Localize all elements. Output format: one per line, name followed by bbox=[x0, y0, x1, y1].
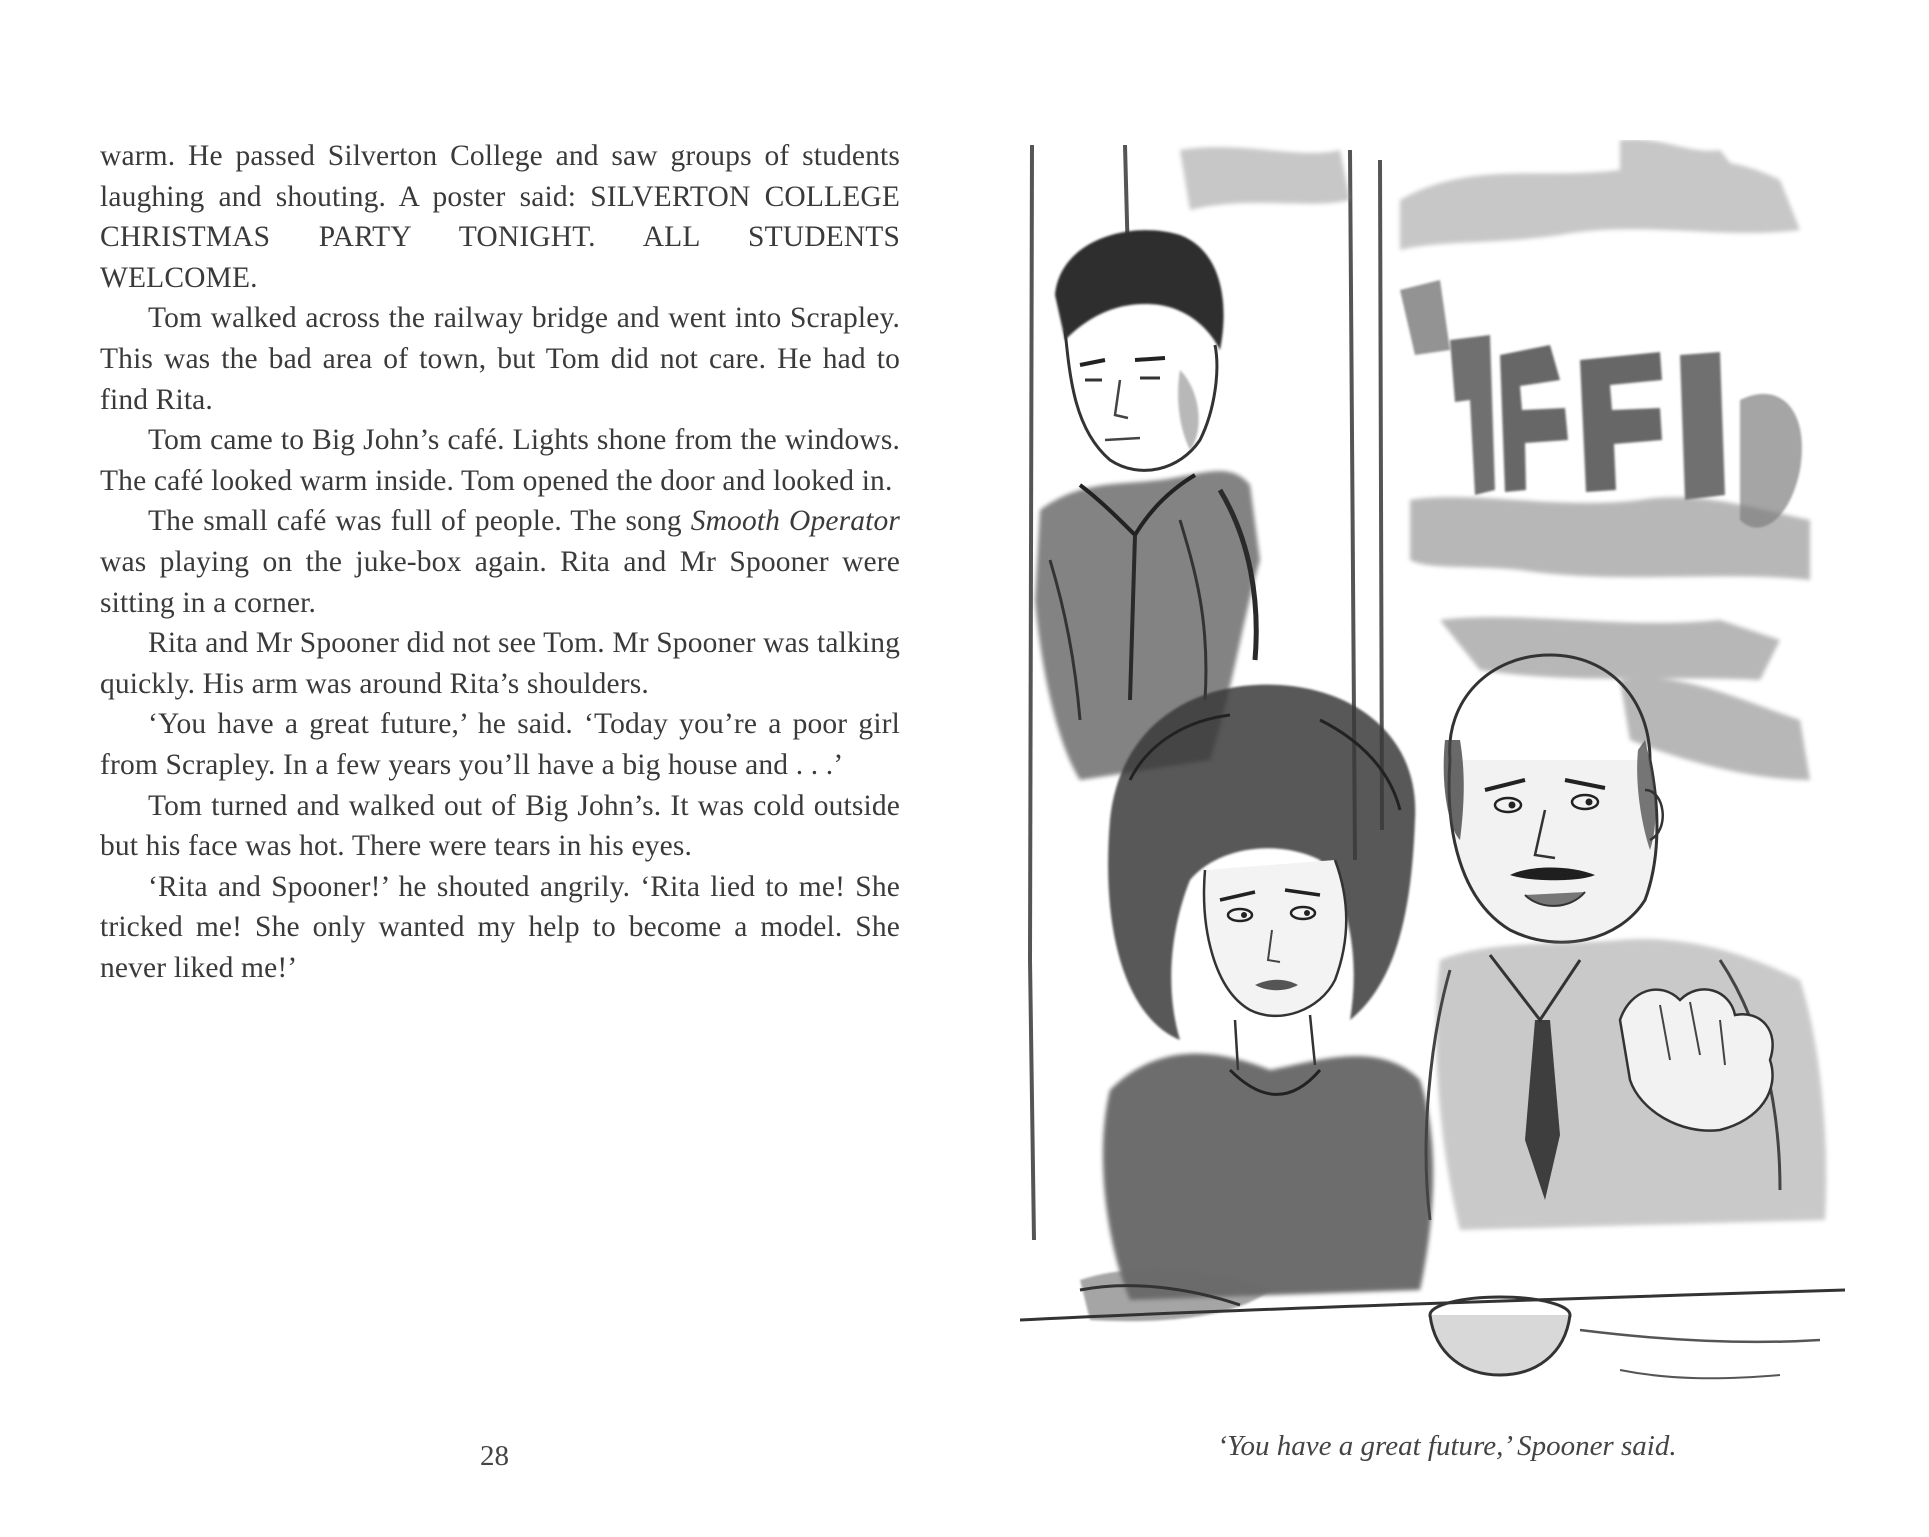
song-title: Smooth Operator bbox=[690, 505, 900, 538]
paragraph-6: ‘You have a great future,’ he said. ‘Today you’re a poor girl from Scrapley. In a few years you’ll have a big house and . . .’ bbox=[100, 708, 900, 781]
page-number: 28 bbox=[480, 1440, 509, 1472]
body-text bbox=[100, 136, 900, 988]
window-sign bbox=[1400, 280, 1802, 528]
background-wash bbox=[1180, 140, 1800, 250]
paragraph-4-part-2: was playing on the juke-box again. Rita and Mr Spooner were sitting in a corner. bbox=[100, 545, 900, 619]
paragraph-5: Rita and Mr Spooner did not see Tom. Mr Spooner was talking quickly. His arm was around Rita’s shoulders. bbox=[100, 627, 900, 700]
rita-figure bbox=[1080, 685, 1433, 1322]
paragraph-8: ‘Rita and Spooner!’ he shouted angrily. ‘Rita lied to me! She tricked me! She only wanted my help to become a model. She never liked me!’ bbox=[100, 870, 900, 984]
paragraph-4-part-1: The small café was full of people. The song bbox=[148, 505, 691, 538]
counter-wash bbox=[1410, 497, 1810, 780]
paragraph-4 bbox=[100, 501, 900, 623]
paragraph-3: Tom came to Big John’s café. Lights shone from the windows. The café looked warm inside. Tom opened the door and looked in. bbox=[100, 424, 900, 497]
paragraph-7: Tom turned and walked out of Big John’s. It was cold outside but his face was hot. There were tears in his eyes. bbox=[100, 789, 900, 863]
right-page bbox=[965, 0, 1929, 1537]
cafe-illustration bbox=[1020, 140, 1845, 1410]
paragraph-2: Tom walked across the railway bridge and went into Scrapley. This was the bad area of town, but Tom did not care. He had to find Rita. bbox=[100, 302, 900, 416]
paragraph-1: warm. He passed Silverton College and saw groups of students laughing and shouting. A poster said: SILVERTON COLLEGE CHRISTMAS PARTY TONIGHT. ALL STUDENTS WELCOME. bbox=[100, 140, 900, 294]
illustration-caption: ‘You have a great future,’ Spooner said. bbox=[1217, 1430, 1677, 1462]
